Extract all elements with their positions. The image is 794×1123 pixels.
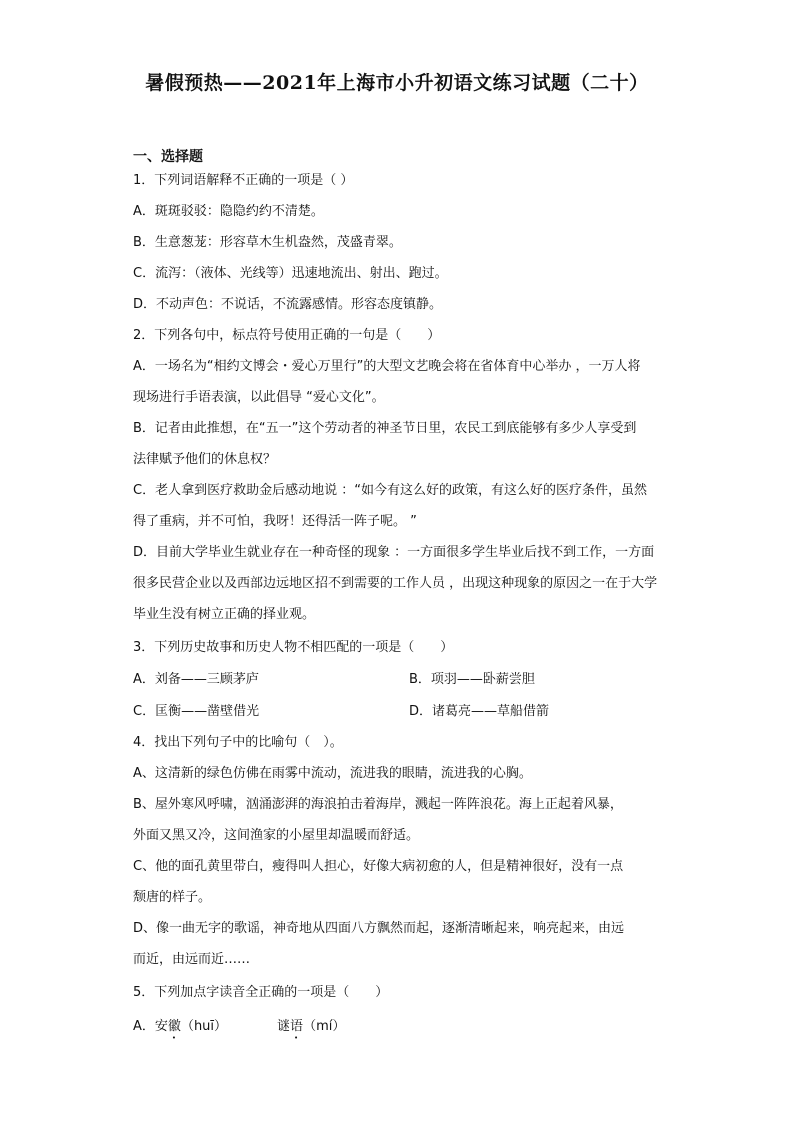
q1-option-b: B．生意葱茏：形容草木生机盎然，茂盛青翠。 <box>133 235 402 250</box>
q5-word1-dotted: 徽 <box>167 1019 181 1034</box>
q2-option-c-cont: 得了重病，并不可怕，我呀！还得活一阵子呢。 ” <box>133 514 417 529</box>
q5-word2-dotted: 语 <box>290 1019 304 1034</box>
question-3: 3．下列历史故事和历史人物不相匹配的一项是（ ） <box>133 640 454 655</box>
q2-option-c: C．老人拿到医疗救助金后感动地说 ：“如今有这么好的政策，有这么好的医疗条件，虽然 <box>133 483 647 498</box>
q3-option-b: B．项羽——卧薪尝胆 <box>409 672 535 687</box>
section-title: 一、选择题 <box>133 149 203 165</box>
q2-option-a: A．一场名为“相约文博会・爱心万里行”的大型文艺晚会将在省体育中心举办 ，一万人将 <box>133 359 641 374</box>
q4-option-b: B、屋外寒风呼啸，汹涌澎湃的海浪拍击着海岸，溅起一阵阵浪花。海上正起着风暴， <box>133 797 623 812</box>
q4-option-d: D、像一曲无字的歌谣，神奇地从四面八方飘然而起，逐渐清晰起来，响亮起来，由远 <box>133 921 625 936</box>
question-5: 5．下列加点字读音全正确的一项是（ ） <box>133 985 389 1000</box>
q1-option-c: C．流泻：（液体、光线等）迅速地流出、射出、跑过。 <box>133 266 448 281</box>
q2-option-a-cont: 现场进行手语表演，以此倡导 “爱心文化”。 <box>133 390 385 405</box>
page-title: 暑假预热——2021年上海市小升初语文练习试题（二十） <box>145 72 649 94</box>
q3-option-d: D．诸葛亮——草船借箭 <box>409 704 550 719</box>
question-4: 4．找出下列句子中的比喻句（ ）。 <box>133 735 343 750</box>
q2-option-d: D．目前大学毕业生就业存在一种奇怪的现象 ：一方面很多学生毕业后找不到工作，一方面 <box>133 545 655 560</box>
q2-option-b-cont: 法律赋予他们的休息权？ <box>133 452 277 467</box>
q5-word1-pinyin: （huī） <box>180 1019 228 1034</box>
q4-option-a: A、这清新的绿色仿佛在雨雾中流动，流进我的眼睛，流进我的心胸。 <box>133 766 532 781</box>
q5-word2-pinyin: （mí） <box>303 1019 346 1034</box>
q3-option-c: C．匡衡——凿壁借光 <box>133 704 260 719</box>
q2-option-b: B．记者由此推想，在“五一”这个劳动者的神圣节日里，农民工到底能够有多少人享受到 <box>133 421 637 436</box>
q2-option-d-cont: 很多民营企业以及西部边远地区招不到需要的工作人员 ，出现这种现象的原因之一在于大学 <box>133 576 658 591</box>
q5-option-a <box>133 1018 345 1042</box>
question-2: 2．下列各句中，标点符号使用正确的一句是（ ） <box>133 328 441 343</box>
q5-word2-prefix: 谜 <box>277 1019 291 1034</box>
question-1: 1．下列词语解释不正确的一项是（ ） <box>133 173 354 188</box>
q4-option-b-cont: 外面又黑又冷，这间渔家的小屋里却温暖而舒适。 <box>133 828 420 843</box>
q4-option-c: C、他的面孔黄里带白，瘦得叫人担心，好像大病初愈的人，但是精神很好，没有一点 <box>133 859 624 874</box>
q4-option-c-cont: 颓唐的样子。 <box>133 890 212 905</box>
q2-option-d-cont2: 毕业生没有树立正确的择业观。 <box>133 607 316 622</box>
q4-option-d-cont: 而近，由远而近…… <box>133 952 251 967</box>
q5-option-a-label: A． <box>133 1019 155 1034</box>
q1-option-d: D．不动声色：不说话，不流露感情。形容态度镇静。 <box>133 297 443 312</box>
q3-option-a: A．刘备——三顾茅庐 <box>133 672 259 687</box>
q5-word1-prefix: 安 <box>154 1019 168 1034</box>
q1-option-a: A．斑斑驳驳：隐隐约约不清楚。 <box>133 204 324 219</box>
